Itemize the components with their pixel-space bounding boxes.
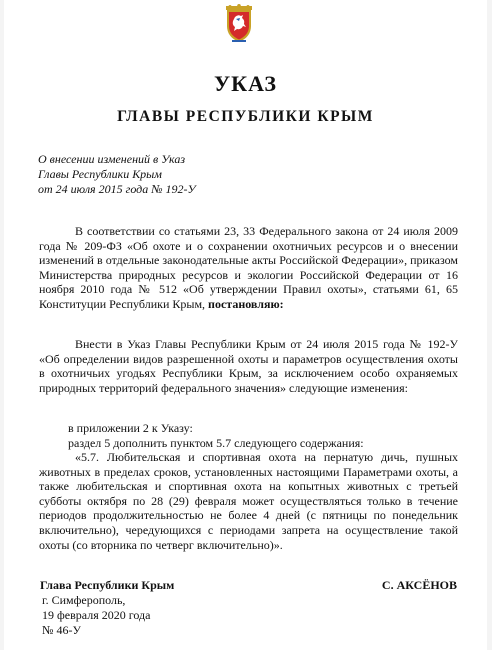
appendix-line: в приложении 2 к Указу: [68,421,193,435]
document-page [4,0,487,650]
subject-line: Главы Республики Крым [38,167,162,181]
document-title: УКАЗ [213,71,278,96]
preamble-paragraph [39,224,458,312]
signature-block [40,578,174,638]
crimea-coat-of-arms-icon [224,4,254,44]
subject-line: О внесении изменений в Указ [38,152,186,166]
signatory-name: С. АКСЁНОВ [381,578,457,592]
new-clause-paragraph: «5.7. Любительская и спортивная охота на пернатую дичь, пушных животных в пределах сроков, установленных настоящими Параметрами охоты, а также любительская и спортивная охота на копытных животных с третьей субботы октября по 28 (29) февраля может осуществляться только в течение периодов продолжительностью не более 4 дней (с пятницы по понедельник включительно), чередующихся с периодами запрета на осуществление такой охоты (со вторника по четверг включительно)». [39,450,458,552]
signing-city: г. Симферополь, [42,593,126,607]
document-subject [38,152,196,197]
preamble-text: В соответствии со статьями 23, 33 Федерального закона от 24 июля 2009 года № 209-ФЗ «Об охоте и о сохранении охотничьих ресурсов и о внесении изменений в отдельные законодательные акты Российской Федерации», приказом Министерства природных ресурсов и экологии Российской Федерации от 16 ноября 2010 года № 512 «Об утверждении Правил охоты», статьями 61, 65 Конституции Республики Крым, [39,224,458,311]
subject-line: от 24 июля 2015 года № 192-У [38,182,196,196]
amendment-paragraph: Внести в Указ Главы Республики Крым от 24 июля 2015 года № 192-У «Об определении видов разрешенной охоты и параметров осуществления охоты в охотничьих угодьях Республики Крым, за исключением особо охраняемых природных территорий федерального значения» следующие изменения: [39,337,458,395]
resolves-word: постановляю: [208,296,284,311]
signing-date: 19 февраля 2020 года [42,608,151,622]
signatory-title: Глава Республики Крым [40,578,175,592]
document-number: № 46-У [42,623,81,637]
section-line: раздел 5 дополнить пунктом 5.7 следующего содержания: [68,436,364,450]
document-subtitle: ГЛАВЫ РЕСПУБЛИКИ КРЫМ [117,108,374,125]
